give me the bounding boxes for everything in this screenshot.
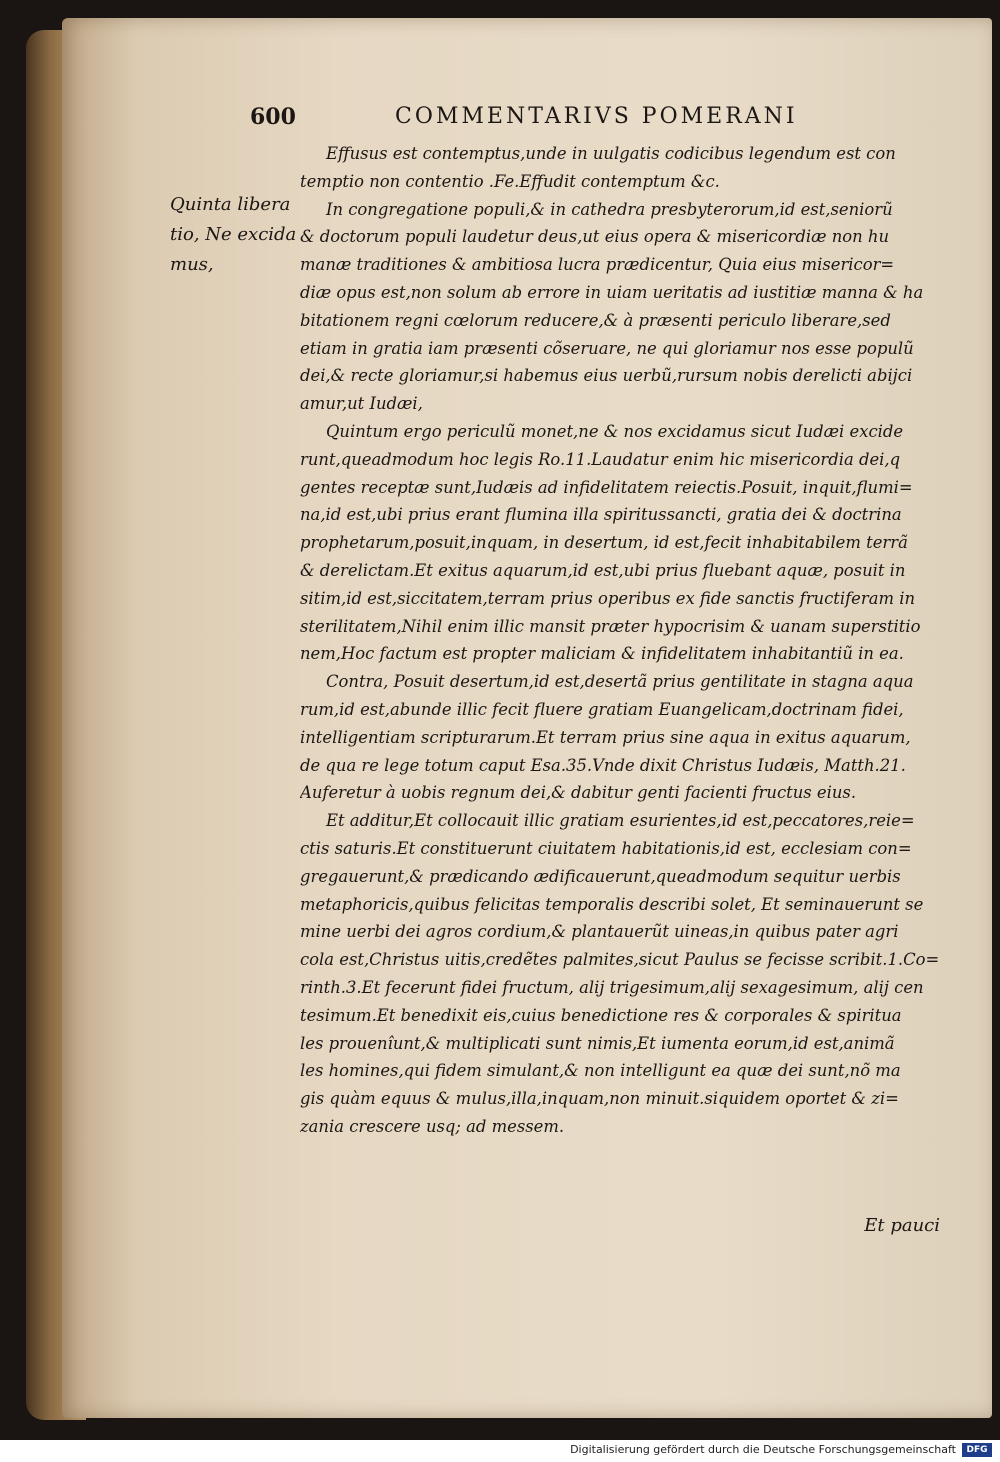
text-line: amur,ut Iudæi,	[300, 394, 423, 414]
catchword: Et pauci	[864, 1215, 940, 1236]
text-line: In congregatione populi,& in cathedra presbyterorum,id est,seniorũ	[326, 199, 893, 219]
text-line: metaphoricis,quibus felicitas temporalis describi solet, Et seminauerunt se	[300, 894, 924, 914]
text-line: temptio non contentio .Fe.Effudit contemptum &c.	[300, 171, 720, 191]
text-line: gentes receptæ sunt,Iudæis ad infidelitatem reiectis.Posuit, inquit,flumi=	[300, 477, 913, 497]
text-line: prophetarum,posuit,inquam, in desertum, id est,fecit inhabitabilem terrã	[300, 533, 908, 553]
text-line: intelligentiam scripturarum.Et terram prius sine aqua in exitus aquarum,	[300, 727, 911, 747]
text-line: bitationem regni cœlorum reducere,& à præsenti periculo liberare,sed	[300, 310, 891, 330]
page-number: 600	[250, 104, 296, 130]
dfg-logo: DFG	[962, 1443, 992, 1457]
text-line: zania crescere usq; ad messem.	[300, 1116, 565, 1136]
margin-note-line: mus,	[170, 254, 214, 275]
margin-note-line: tio, Ne excida	[170, 224, 297, 245]
text-line: les prouenîunt,& multiplicati sunt nimis,Et iumenta eorum,id est,animã	[300, 1033, 895, 1053]
text-line: rum,id est,abunde illic fecit fluere gratiam Euangelicam,doctrinam fidei,	[300, 699, 904, 719]
text-line: sitim,id est,siccitatem,terram prius operibus ex fide sanctis fructiferam in	[300, 588, 916, 608]
text-line: mine uerbi dei agros cordium,& plantauerũt uineas,in quibus pater agri	[300, 922, 899, 942]
text-line: ctis saturis.Et constituerunt ciuitatem habitationis,id est, ecclesiam con=	[300, 838, 912, 858]
text-line: gis quàm equus & mulus,illa,inquam,non minuit.siquidem oportet & zi=	[300, 1089, 899, 1109]
text-line: Auferetur à uobis regnum dei,& dabitur genti facienti fructus eius.	[300, 783, 857, 803]
text-line: gregauerunt,& prædicando ædificauerunt,queadmodum sequitur uerbis	[300, 866, 901, 886]
text-line: cola est,Christus uitis,credẽtes palmites,sicut Paulus se fecisse scribit.1.Co=	[300, 950, 940, 970]
body-text	[300, 140, 950, 1141]
text-line: manæ traditiones & ambitiosa lucra prædicentur, Quia eius misericor=	[300, 255, 895, 275]
text-line: runt,queadmodum hoc legis Ro.11.Laudatur enim hic misericordia dei,q	[300, 449, 901, 469]
text-line: les homines,qui fidem simulant,& non intelligunt ea quæ dei sunt,nõ ma	[300, 1061, 901, 1081]
text-line: Quintum ergo periculũ monet,ne & nos excidamus sicut Iudæi excide	[326, 421, 904, 441]
text-line: Et additur,Et collocauit illic gratiam esurientes,id est,peccatores,reie=	[326, 811, 915, 831]
text-line: tesimum.Et benedixit eis,cuius benedictione res & corporales & spiritua	[300, 1005, 902, 1025]
margin-note	[170, 190, 300, 280]
text-line: diæ opus est,non solum ab errore in uiam ueritatis ad iustitiæ manna & ha	[300, 282, 924, 302]
text-line: dei,& recte gloriamur,si habemus eius uerbũ,rursum nobis derelicti abijci	[300, 366, 913, 386]
text-line: sterilitatem,Nihil enim illic mansit præter hypocrisim & uanam superstitio	[300, 616, 921, 636]
text-line: rinth.3.Et fecerunt fidei fructum, alij trigesimum,alij sexagesimum, alij cen	[300, 977, 924, 997]
text-line: & derelictam.Et exitus aquarum,id est,ubi prius fluebant aquæ, posuit in	[300, 560, 906, 580]
running-head-title: COMMENTARIVS POMERANI	[395, 104, 798, 129]
text-line: & doctorum populi laudetur deus,ut eius opera & misericordiæ non hu	[300, 227, 890, 247]
margin-note-line: Quinta libera	[170, 194, 291, 215]
text-line: de qua re lege totum caput Esa.35.Vnde dixit Christus Iudæis, Matth.21.	[300, 755, 906, 775]
text-line: nem,Hoc factum est propter maliciam & infidelitatem inhabitantiũ in ea.	[300, 644, 904, 664]
text-line: Effusus est contemptus,unde in uulgatis codicibus legendum est con	[326, 144, 896, 163]
text-line: Contra, Posuit desertum,id est,desertã prius gentilitate in stagna aqua	[326, 672, 914, 692]
text-line: na,id est,ubi prius erant flumina illa spiritussancti, gratia dei & doctrina	[300, 505, 902, 525]
text-line: etiam in gratia iam præsenti cõseruare, ne qui gloriamur nos esse populũ	[300, 338, 914, 358]
funding-credit: Digitalisierung gefördert durch die Deutsche Forschungsgemeinschaft	[570, 1443, 956, 1456]
